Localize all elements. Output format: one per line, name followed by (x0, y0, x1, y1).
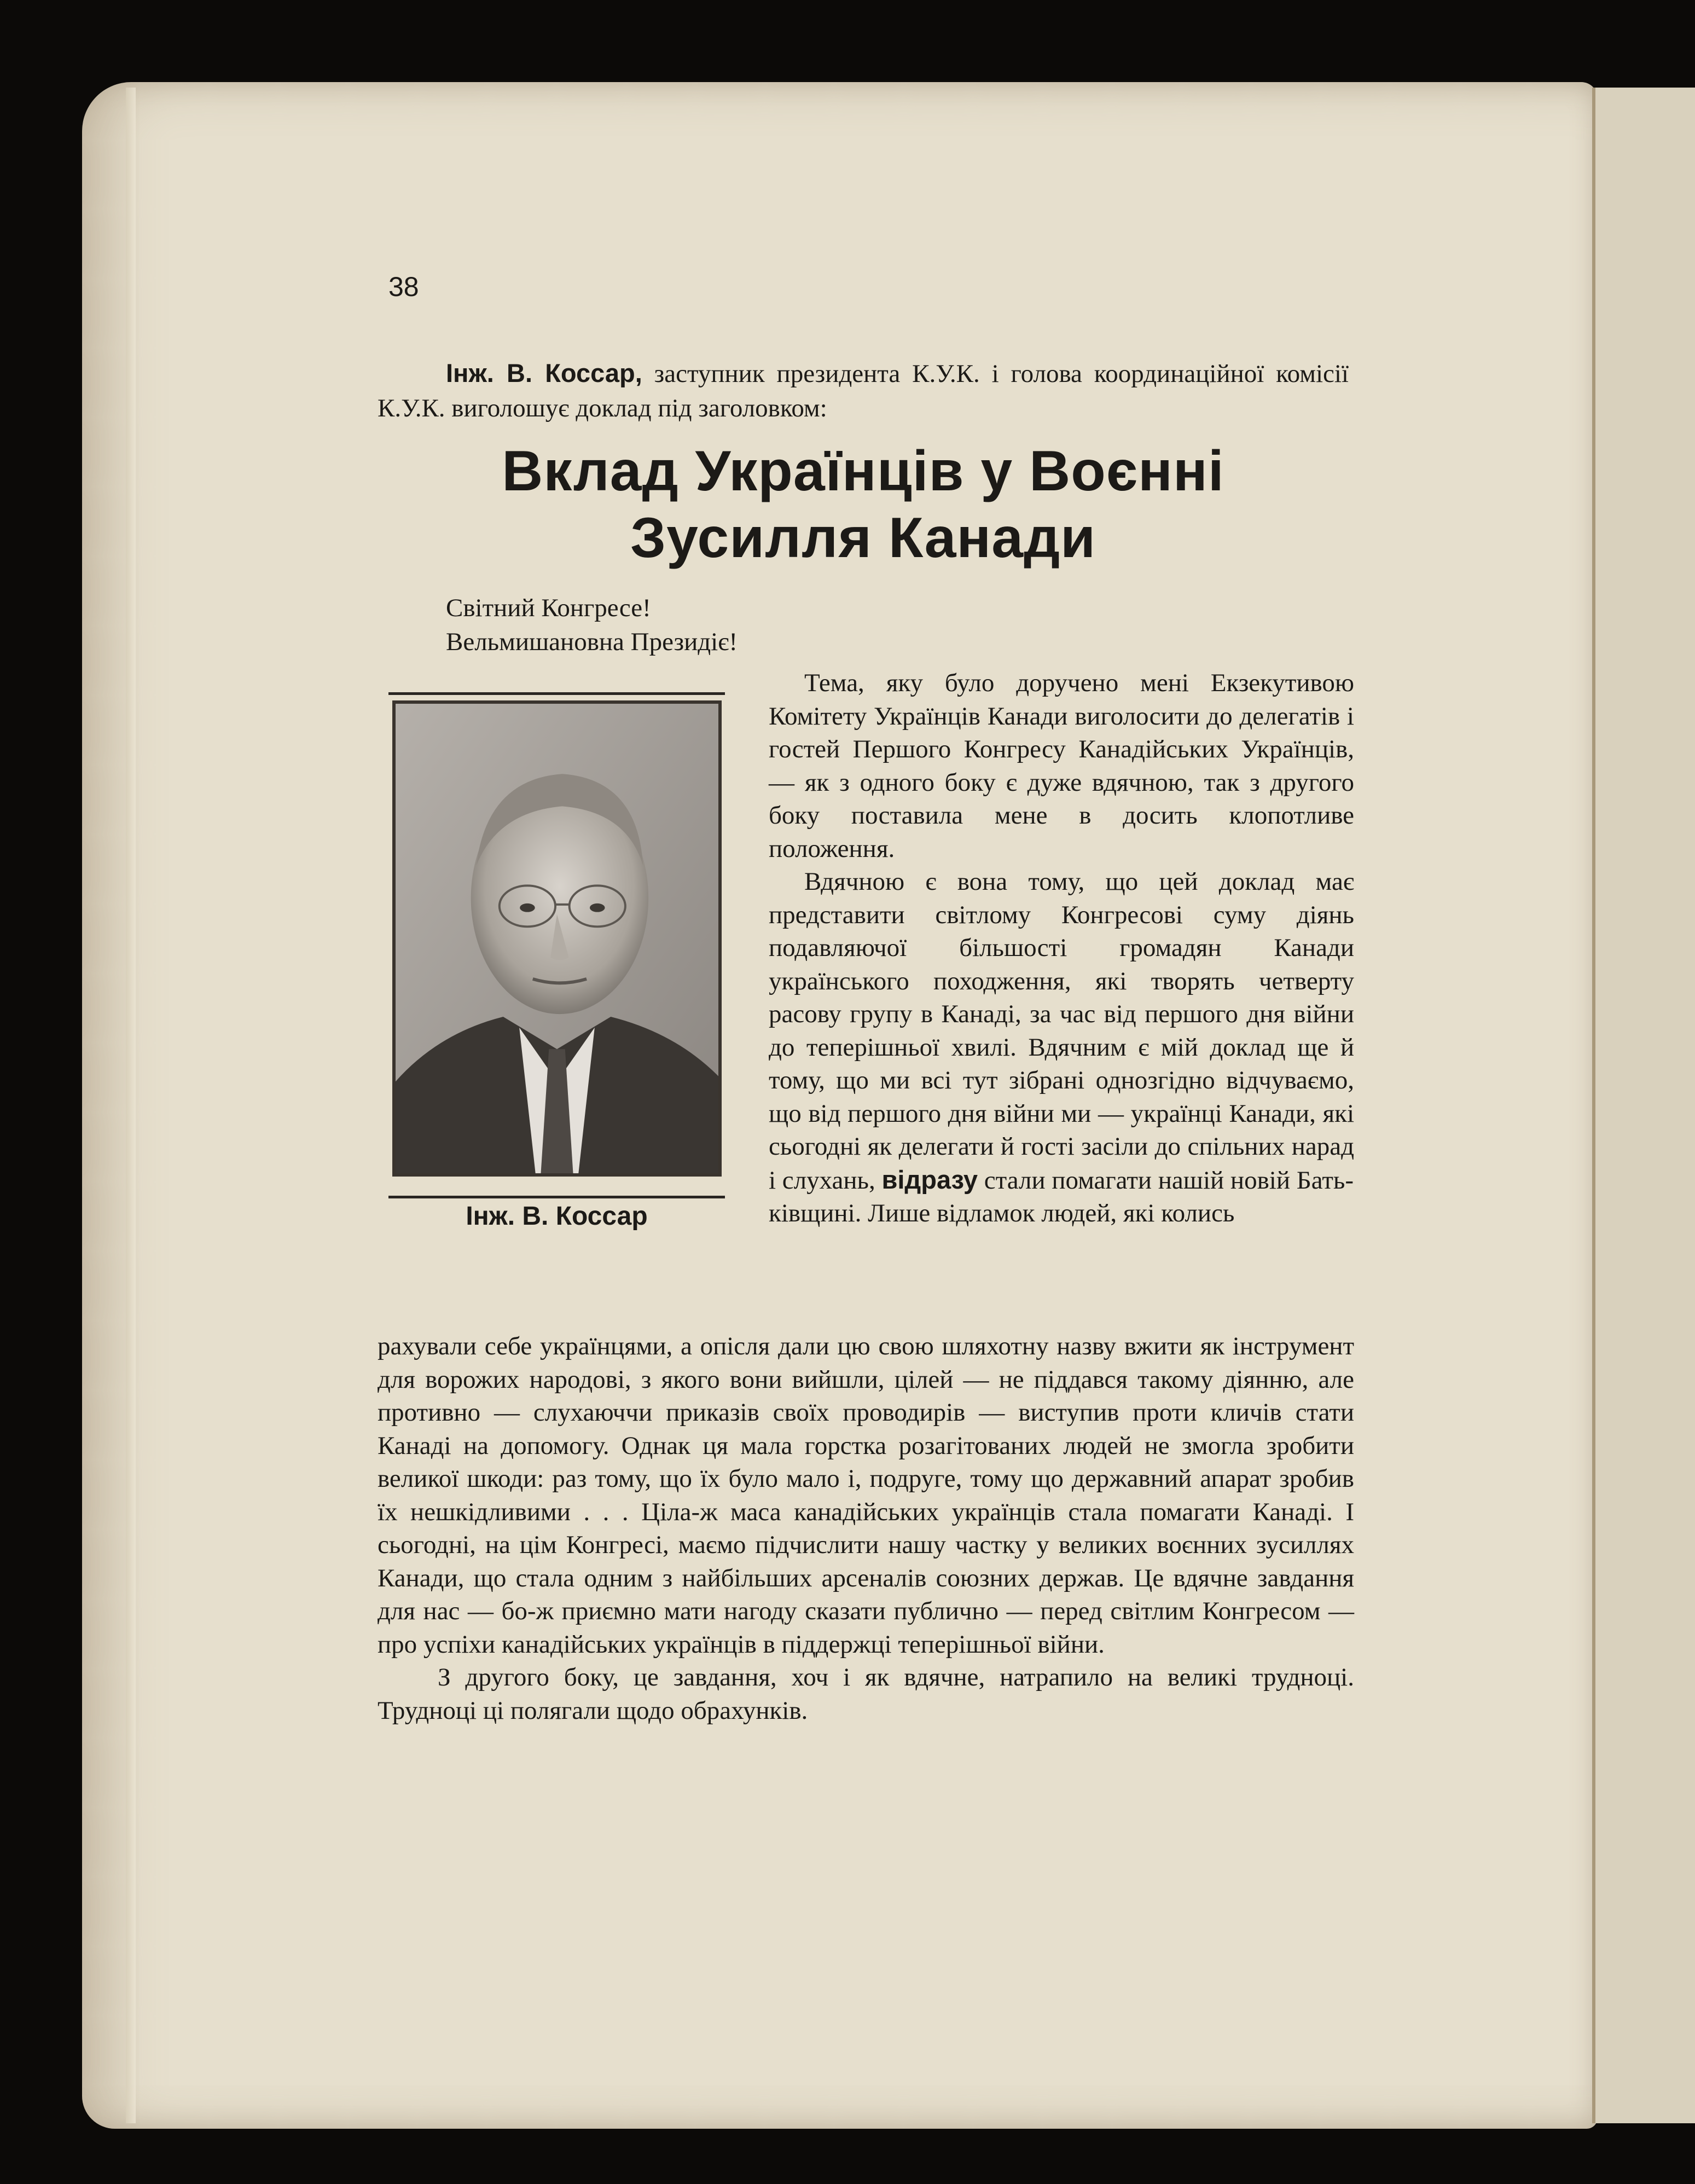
portrait-photo (392, 700, 722, 1177)
intro-text: заступник президента К.У.К. і голова координаційної комісії К.У.К. виголошує доклад під заголовком: (378, 360, 1349, 422)
paragraph-2-cont-first: ківщині. Лише відламок людей, які колись (769, 1199, 1235, 1227)
paragraph-2-continuation: рахували себе українцями, а опісля дали цю свою шляхотну назву вжити як інструмент для ворожих народові, з якого вони вийшли, цілей — не піддався такому діянню, але противно — слухаюччи приказів своїх проводирів — виступив проти кличів стати Канаді на допомогу. Однак ця мала горстка розагітованих людей не змогла зробити великої шкоди: раз тому, що їх було мало і, подруге, тому що державний апарат зробив їх нешкідливими . . . Ціла-ж маса канадійських українців стала помагати Канаді. І сьогодні, на цім Конгресі, маємо підчислити нашу частку у великих воєнних зусиллях Канади, що стала одним з найбільших арсеналів союзних держав. Це вдячне завдання для нас — бо-ж приємно мати нагоду сказати публично — перед світлим Конгресом — про успіхи канадійських українців в піддержці теперішньої війни. (378, 1332, 1354, 1659)
paragraph-2-end: стали помагати нашій новій Бать- (978, 1166, 1354, 1195)
full-width-text (378, 1330, 1354, 1727)
intro-paragraph (378, 356, 1349, 426)
paragraph-1: Тема, яку було доручено мені Екзекутивою Комітету Українців Канади виголосити до делегатів і гостей Першого Конгресу Канадійських Українців, — як з одного боку є дуже вдячною, так з другого боку поставила мене в досить клопотливе положення. (769, 669, 1354, 863)
paragraph-2-start (769, 865, 1354, 1230)
greeting-line-2: Вельмишановна Президіє! (446, 628, 738, 656)
article-title (378, 438, 1349, 571)
paragraph-3: З другого боку, це завдання, хоч і як вдячне, натрапило на великі трудноці. Трудноці ці полягали щодо обрахунків. (378, 1663, 1354, 1725)
portrait-frame (388, 692, 725, 1198)
greeting-line-1: Світний Конгресе! (446, 594, 651, 622)
greeting (446, 591, 738, 659)
author-name: Інж. В. Коссар, (446, 358, 642, 387)
page-number: 38 (388, 271, 419, 302)
portrait-caption: Інж. В. Коссар (466, 1202, 648, 1231)
bold-word: відразу (881, 1165, 978, 1194)
column-text (769, 667, 1354, 1230)
portrait-image (396, 704, 718, 1173)
paragraph-2-text: Вдячною є вона тому, що цей доклад має представити світлому Конгресові суму діянь подавляючої більшості громадян Канади українського походження, які творять четверту расову групу в Канаді, за час від першого дня війни до теперішньої хвилі. Вдячним є мій доклад ще й тому, що ми всі тут зібрані однозгідно відчуваємо, що від першого дня війни ми — українці Канади, які сьогодні як делегати й гості засіли до спільних нарад і слухань, (769, 867, 1354, 1195)
title-line-1: Вклад Українців у Воєнні (502, 439, 1224, 503)
title-line-2: Зусилля Канади (630, 506, 1096, 570)
